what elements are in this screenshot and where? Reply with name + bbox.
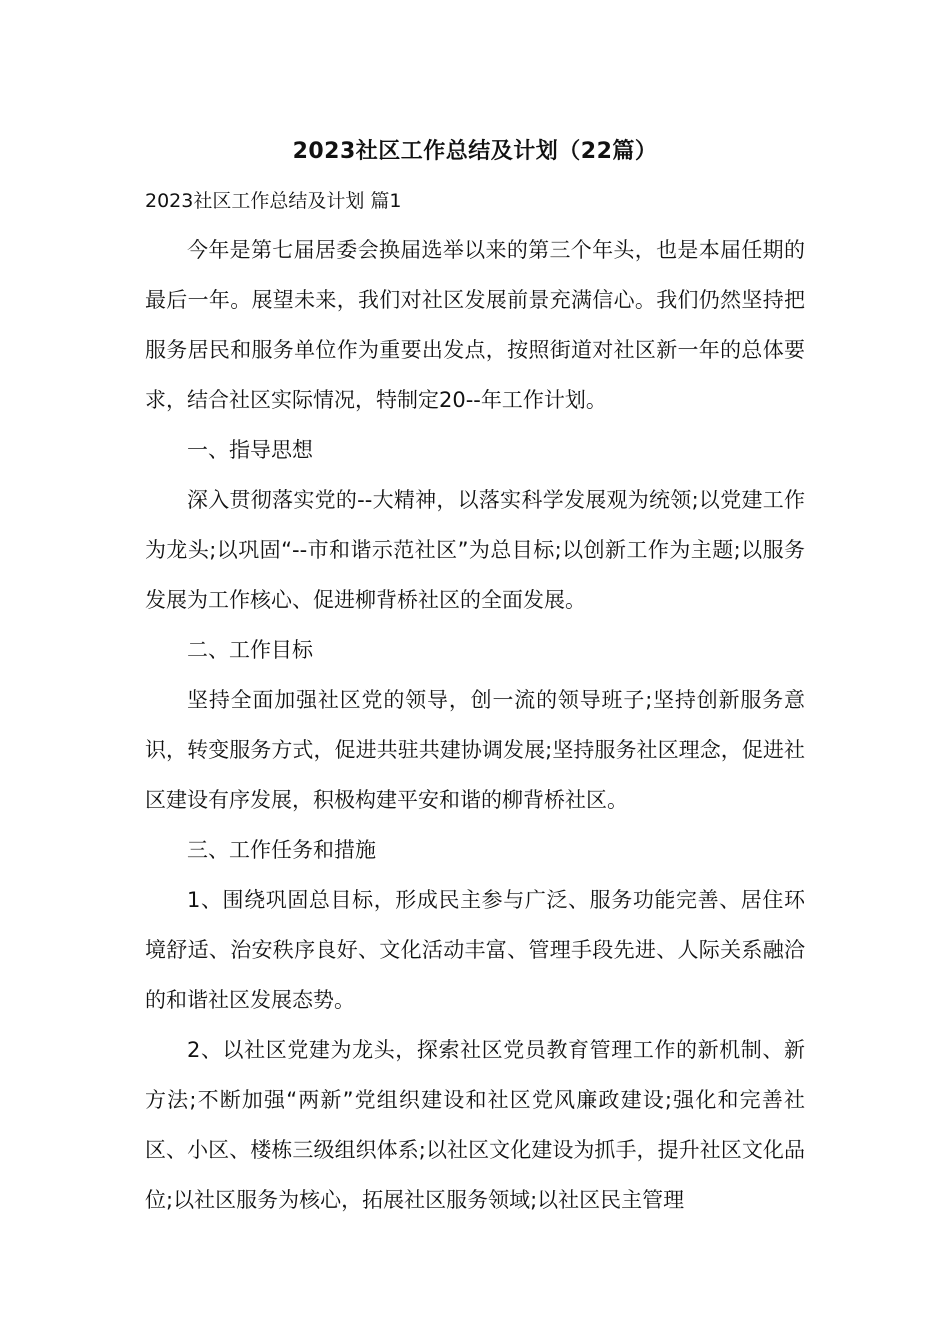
paragraph-task-1: 1、围绕巩固总目标，形成民主参与广泛、服务功能完善、居住环境舒适、治安秩序良好、文化活动丰富、管理手段先进、人际关系融洽的和谐社区发展态势。 [145, 888, 805, 1012]
section-subtitle: 2023社区工作总结及计划 篇1 [145, 190, 402, 212]
paragraph-intro: 今年是第七届居委会换届选举以来的第三个年头，也是本届任期的最后一年。展望未来，我们对社区发展前景充满信心。我们仍然坚持把服务居民和服务单位作为重要出发点，按照街道对社区新一年的总体要求，结合社区实际情况，特制定20--年工作计划。 [145, 238, 805, 412]
document-title: 2023社区工作总结及计划（22篇） [292, 139, 658, 164]
heading-guiding-ideology: 一、指导思想 [187, 438, 313, 462]
paragraph-task-2: 2、以社区党建为龙头，探索社区党员教育管理工作的新机制、新方法;不断加强“两新”党组织建设和社区党风廉政建设;强化和完善社区、小区、楼栋三级组织体系;以社区文化建设为抓手，提升社区文化品位;以社区服务为核心，拓展社区服务领域;以社区民主管理 [145, 1038, 805, 1212]
heading-work-goals: 二、工作目标 [187, 638, 313, 662]
paragraph-guiding-ideology: 深入贯彻落实党的--大精神，以落实科学发展观为统领;以党建工作为龙头;以巩固“--市和谐示范社区”为总目标;以创新工作为主题;以服务发展为工作核心、促进柳背桥社区的全面发展。 [145, 488, 805, 612]
document-body [145, 225, 805, 1225]
heading-tasks-measures: 三、工作任务和措施 [187, 838, 376, 862]
paragraph-work-goals: 坚持全面加强社区党的领导，创一流的领导班子;坚持创新服务意识，转变服务方式，促进共驻共建协调发展;坚持服务社区理念，促进社区建设有序发展，积极构建平安和谐的柳背桥社区。 [145, 688, 805, 812]
